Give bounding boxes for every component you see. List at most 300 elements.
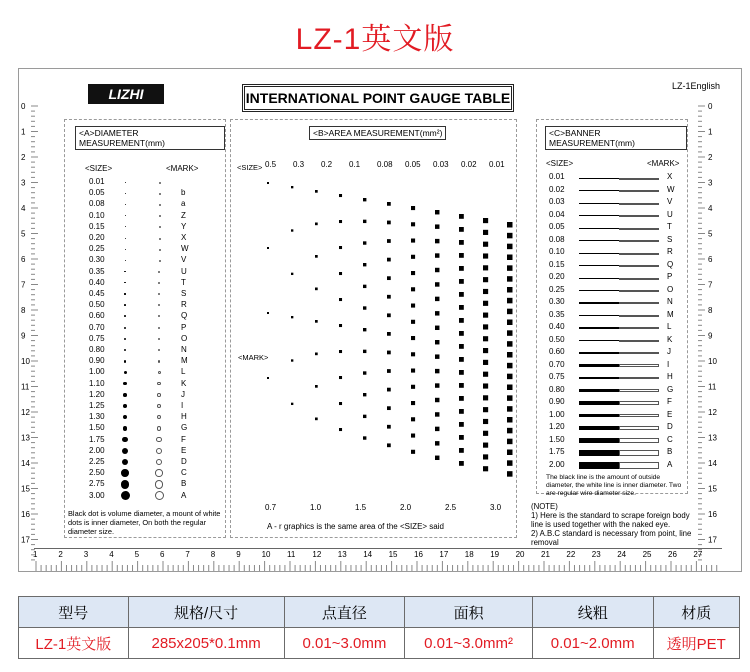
- black-dot: [124, 282, 125, 283]
- white-line: [619, 290, 659, 292]
- left-ruler: [18, 100, 38, 545]
- note-line-1: 1) Here is the standard to scrape foreign body line is used together with the naked eye.: [531, 511, 690, 529]
- banner-size: 0.35: [549, 309, 565, 319]
- spec-table: [18, 596, 740, 659]
- diameter-mark: K: [181, 378, 187, 388]
- area-mark: [411, 255, 415, 259]
- white-line: [619, 228, 659, 230]
- ruler-label: 4: [21, 204, 26, 213]
- area-mark: [507, 330, 513, 336]
- diameter-row: [65, 423, 225, 434]
- area-graphics: [231, 172, 516, 517]
- spec-value-material: 透明PET: [653, 628, 739, 659]
- ruler-label: 13: [21, 433, 30, 443]
- diameter-row: [65, 255, 225, 266]
- banner-mark: J: [667, 347, 671, 356]
- ruler-label: 13: [337, 550, 347, 559]
- panel-c-mark-label: <MARK>: [647, 159, 680, 168]
- area-mark: [267, 247, 269, 249]
- area-mark: [363, 263, 366, 266]
- black-dot: [124, 360, 127, 363]
- area-mark: [411, 271, 415, 275]
- diameter-mark: U: [181, 266, 187, 276]
- diameter-mark: D: [181, 457, 187, 466]
- black-line: [579, 290, 619, 291]
- area-mark: [387, 443, 391, 447]
- black-line: [579, 340, 619, 342]
- area-mark: [435, 456, 439, 460]
- white-dot: [155, 491, 164, 500]
- diameter-size: 0.05: [89, 188, 105, 198]
- bottom-ruler-svg: [34, 549, 722, 571]
- area-mark: [483, 454, 488, 459]
- white-dot: [158, 327, 160, 329]
- area-mark: [483, 360, 488, 365]
- ruler-label: 15: [388, 550, 398, 559]
- ruler-label: 17: [708, 535, 717, 545]
- area-mark: [339, 376, 342, 379]
- area-mark: [387, 351, 391, 355]
- diameter-mark: Y: [181, 221, 187, 231]
- black-dot: [124, 293, 125, 294]
- black-line: [579, 389, 619, 392]
- white-dot: [156, 459, 163, 466]
- white-dot: [158, 360, 161, 363]
- diameter-row: [65, 401, 225, 412]
- area-mark: [435, 297, 439, 301]
- area-mark: [459, 435, 464, 440]
- diameter-row: [65, 188, 225, 199]
- area-mark: [459, 370, 464, 375]
- ruler-label: 12: [312, 550, 322, 559]
- diameter-size: 2.50: [89, 468, 105, 478]
- black-dot: [124, 349, 126, 351]
- banner-size: 0.30: [549, 297, 565, 306]
- banner-row: [537, 410, 687, 422]
- white-dot: [155, 480, 163, 488]
- area-mark: [339, 298, 342, 301]
- white-line: [619, 401, 659, 404]
- banner-size: 1.20: [549, 422, 565, 431]
- white-line: [619, 253, 659, 255]
- diameter-row: [65, 412, 225, 423]
- black-dot: [122, 437, 127, 442]
- area-mark: [435, 253, 439, 257]
- diameter-row: [65, 323, 225, 334]
- banner-size: 1.75: [549, 447, 565, 456]
- ruler-label: 10: [708, 357, 717, 366]
- panel-c-title: <C>BANNER MEASUREMENT(mm): [545, 126, 687, 150]
- white-dot: [157, 382, 160, 385]
- area-mark: [459, 240, 464, 245]
- ruler-label: 20: [515, 550, 525, 559]
- diameter-row: [65, 177, 225, 188]
- diameter-size: 0.30: [89, 255, 105, 265]
- black-dot: [125, 260, 126, 261]
- area-mark: [483, 301, 488, 306]
- ruler-label: 8: [21, 306, 26, 315]
- area-mark: [387, 425, 391, 429]
- ruler-label: 1: [21, 127, 26, 137]
- diameter-size: 1.20: [89, 389, 105, 399]
- area-top-size: 0.02: [461, 160, 477, 169]
- diameter-size: 1.30: [89, 412, 105, 422]
- white-line: [619, 178, 659, 180]
- diameter-mark: I: [181, 401, 184, 410]
- area-mark: [291, 403, 293, 405]
- black-dot: [121, 491, 130, 500]
- area-mark: [339, 246, 342, 249]
- banner-row: [537, 335, 687, 347]
- diameter-size: 0.75: [89, 333, 105, 343]
- area-mark: [483, 443, 488, 448]
- black-line: [579, 401, 619, 404]
- diameter-mark: O: [181, 333, 188, 343]
- diameter-size: 3.00: [89, 490, 105, 500]
- area-mark: [315, 353, 318, 356]
- black-line: [579, 377, 619, 380]
- black-dot: [124, 371, 127, 374]
- spec-header-model: 型号: [19, 597, 129, 628]
- area-mark: [291, 186, 293, 188]
- area-mark: [459, 292, 464, 297]
- ruler-label: 5: [134, 550, 140, 559]
- black-line: [579, 215, 619, 216]
- black-dot: [122, 459, 129, 466]
- spec-value-row: [19, 628, 740, 659]
- diameter-mark: V: [181, 255, 187, 265]
- area-mark: [363, 198, 366, 201]
- ruler-label: 11: [21, 382, 30, 392]
- black-dot: [125, 182, 126, 183]
- area-mark: [459, 253, 464, 258]
- diameter-mark: R: [181, 300, 187, 310]
- area-mark: [387, 332, 391, 336]
- black-line: [579, 450, 619, 456]
- spec-header-size: 规格/尺寸: [128, 597, 284, 628]
- diameter-mark: W: [181, 244, 189, 254]
- brand-logo: LIZHI: [88, 84, 164, 104]
- panel-c-size-label: <SIZE>: [546, 159, 574, 168]
- area-mark: [411, 336, 415, 340]
- ruler-label: 13: [708, 433, 717, 443]
- banner-row: [537, 360, 687, 372]
- area-mark: [483, 383, 488, 388]
- black-line: [579, 414, 619, 418]
- diameter-size: 0.45: [89, 289, 105, 298]
- area-mark: [483, 324, 488, 329]
- white-line: [619, 364, 659, 366]
- area-mark: [435, 239, 439, 243]
- area-mark: [483, 431, 488, 436]
- area-mark: [435, 441, 439, 445]
- area-mark: [315, 320, 318, 323]
- banner-size: 0.60: [549, 347, 565, 356]
- area-mark: [483, 277, 488, 282]
- black-dot: [124, 338, 126, 340]
- diameter-size: 1.10: [89, 378, 105, 388]
- white-line: [619, 302, 659, 304]
- diameter-mark: H: [181, 412, 187, 422]
- banner-mark: U: [667, 209, 673, 219]
- banner-size: 1.50: [549, 434, 565, 444]
- area-mark: [483, 313, 488, 318]
- area-mark: [459, 305, 464, 310]
- diameter-size: 0.10: [89, 210, 105, 220]
- banner-size: 2.00: [549, 459, 565, 469]
- white-line: [619, 450, 659, 456]
- spec-header-line: 线粗: [532, 597, 653, 628]
- panel-a-note: Black dot is volume diameter, a mount of white dots is inner diameter, On both the regular diameter size.: [68, 509, 221, 536]
- banner-size: 0.70: [549, 359, 565, 369]
- banner-mark: G: [667, 384, 674, 394]
- ruler-label: 6: [21, 255, 26, 264]
- diameter-row: [65, 244, 225, 255]
- white-dot: [159, 204, 161, 206]
- black-dot: [123, 415, 127, 419]
- black-dot: [122, 448, 128, 454]
- area-mark: [435, 311, 439, 315]
- banner-mark: I: [667, 359, 670, 369]
- area-mark: [387, 221, 391, 225]
- white-line: [619, 352, 659, 354]
- ruler-label: 21: [541, 550, 550, 559]
- diameter-row: [65, 267, 225, 278]
- area-mark: [339, 350, 342, 353]
- area-mark: [459, 227, 464, 232]
- banner-size: 1.00: [549, 409, 565, 419]
- diameter-size: 1.25: [89, 401, 105, 410]
- area-mark: [435, 412, 439, 416]
- area-mark: [411, 239, 415, 243]
- black-dot: [123, 426, 128, 431]
- area-mark: [459, 331, 464, 336]
- diameter-size: 0.35: [89, 266, 105, 276]
- diameter-mark: M: [181, 356, 188, 366]
- diameter-size: 0.40: [89, 277, 105, 287]
- white-dot: [156, 437, 161, 442]
- black-line: [579, 302, 619, 303]
- banner-mark: R: [667, 247, 673, 256]
- banner-mark: T: [667, 222, 672, 231]
- ruler-label: 5: [708, 229, 713, 239]
- diameter-row: [65, 311, 225, 322]
- area-mark: [459, 448, 464, 453]
- area-top-size: 0.3: [293, 160, 305, 169]
- white-dot: [159, 226, 161, 228]
- ruler-label: 11: [708, 382, 717, 392]
- white-line: [619, 438, 659, 443]
- area-mark: [411, 206, 415, 210]
- area-mark: [507, 244, 513, 250]
- ruler-label: 22: [566, 550, 576, 559]
- area-mark: [507, 363, 513, 369]
- white-line: [619, 240, 659, 242]
- banner-size: 0.05: [549, 222, 565, 231]
- diameter-mark: C: [181, 468, 187, 478]
- white-line: [619, 389, 659, 392]
- edition-label: LZ-1English: [672, 81, 721, 91]
- area-mark: [315, 190, 318, 193]
- panel-a: [64, 119, 226, 538]
- area-mark: [435, 383, 439, 387]
- ruler-label: 7: [21, 280, 26, 290]
- area-mark: [459, 318, 464, 323]
- diameter-row: [65, 199, 225, 210]
- diameter-mark: J: [181, 389, 185, 399]
- black-dot: [124, 315, 126, 317]
- banner-row: [537, 247, 687, 259]
- area-mark: [483, 218, 488, 223]
- banner-size: 0.20: [549, 272, 565, 281]
- panel-b-title: <B>AREA MEASUREMENT(mm²): [309, 126, 446, 140]
- area-mark: [339, 194, 342, 197]
- white-line: [619, 203, 659, 205]
- area-mark: [363, 285, 366, 288]
- diameter-mark: Z: [181, 210, 186, 220]
- ruler-label: 26: [668, 550, 677, 559]
- banner-mark: H: [667, 372, 673, 381]
- black-dot: [125, 249, 126, 250]
- banner-size: 0.15: [549, 259, 565, 269]
- area-mark: [315, 385, 318, 388]
- area-mark: [507, 395, 513, 401]
- diameter-size: 0.50: [89, 300, 105, 310]
- area-mark: [507, 450, 513, 456]
- black-line: [579, 253, 619, 254]
- banner-row: [537, 310, 687, 322]
- area-top-size: 0.1: [349, 160, 361, 169]
- area-mark: [411, 222, 415, 226]
- area-mark: [435, 326, 439, 330]
- area-mark: [435, 340, 439, 344]
- white-dot: [158, 282, 160, 284]
- white-line: [619, 377, 659, 380]
- banner-mark: K: [667, 334, 673, 344]
- ruler-label: 23: [591, 550, 601, 559]
- ruler-label: 18: [464, 550, 474, 559]
- area-bottom-size: 1.0: [310, 503, 322, 512]
- diameter-row: [65, 435, 225, 446]
- area-mark: [387, 295, 391, 299]
- banner-size: 0.02: [549, 184, 565, 194]
- diameter-row: [65, 491, 225, 502]
- banner-mark: A: [667, 459, 673, 469]
- ruler-label: 14: [21, 459, 30, 468]
- diameter-row: [65, 390, 225, 401]
- area-top-size: 0.01: [489, 160, 505, 169]
- ruler-label: 14: [363, 550, 373, 559]
- area-top-size: 0.08: [377, 160, 393, 169]
- area-mark: [459, 357, 464, 362]
- white-dot: [158, 338, 160, 340]
- white-dot: [159, 260, 161, 262]
- banner-mark: S: [667, 234, 673, 244]
- black-dot: [125, 215, 126, 216]
- area-mark: [387, 258, 391, 262]
- banner-row: [537, 210, 687, 222]
- area-mark: [339, 272, 342, 275]
- area-mark: [411, 304, 415, 308]
- area-mark: [411, 401, 415, 405]
- area-mark: [267, 182, 269, 184]
- area-mark: [483, 265, 488, 270]
- black-line: [579, 228, 619, 229]
- banner-size: 0.25: [549, 284, 565, 294]
- area-mark: [507, 309, 513, 315]
- diameter-mark: N: [181, 345, 187, 354]
- banner-mark: E: [667, 409, 673, 419]
- area-mark: [291, 316, 293, 318]
- diameter-row: [65, 479, 225, 490]
- black-line: [579, 352, 619, 354]
- ruler-label: 24: [617, 550, 627, 559]
- banner-row: [537, 285, 687, 297]
- gauge-title: INTERNATIONAL POINT GAUGE TABLE: [242, 84, 514, 112]
- spec-header-dot: 点直径: [284, 597, 405, 628]
- banner-size: 0.04: [549, 209, 565, 219]
- black-line: [579, 203, 619, 204]
- area-mark: [291, 229, 293, 231]
- area-mark: [387, 369, 391, 373]
- diameter-row: [65, 334, 225, 345]
- ruler-label: 16: [21, 510, 30, 519]
- ruler-label: 16: [414, 550, 423, 559]
- area-mark: [411, 450, 415, 454]
- area-mark: [435, 282, 439, 286]
- area-mark: [435, 210, 439, 214]
- white-line: [619, 462, 659, 469]
- white-dot: [158, 371, 161, 374]
- area-mark: [339, 324, 342, 327]
- right-ruler-svg: [698, 100, 718, 545]
- area-mark: [507, 406, 513, 412]
- area-bottom-size: 2.0: [400, 503, 412, 512]
- banner-size: 0.50: [549, 334, 565, 344]
- area-mark: [315, 255, 318, 258]
- area-mark: [363, 241, 366, 244]
- product-title: LZ-1英文版: [295, 23, 455, 56]
- white-line: [619, 265, 659, 267]
- black-line: [579, 315, 619, 316]
- ruler-label: 7: [708, 280, 713, 290]
- diameter-size: 2.00: [89, 445, 105, 455]
- diameter-row: [65, 345, 225, 356]
- ruler-label: 10: [21, 357, 30, 366]
- area-mark: [507, 439, 513, 445]
- area-mark: [363, 220, 366, 223]
- white-dot: [158, 304, 160, 306]
- panel-c: [536, 119, 688, 497]
- area-mark: [363, 415, 366, 418]
- area-mark: [507, 341, 513, 347]
- area-mark: [483, 336, 488, 341]
- spec-value-model: LZ-1英文版: [19, 628, 129, 659]
- ruler-label: 12: [708, 408, 717, 417]
- white-line: [619, 315, 659, 317]
- diameter-mark: F: [181, 434, 186, 444]
- diameter-mark: P: [181, 322, 187, 332]
- white-dot: [159, 249, 161, 251]
- white-dot: [159, 238, 161, 240]
- white-dot: [157, 415, 161, 419]
- white-dot: [158, 315, 160, 317]
- area-mark: [435, 354, 439, 358]
- ruler-label: 19: [490, 550, 500, 559]
- area-mark: [507, 233, 513, 239]
- banner-mark: B: [667, 447, 673, 456]
- white-dot: [158, 293, 160, 295]
